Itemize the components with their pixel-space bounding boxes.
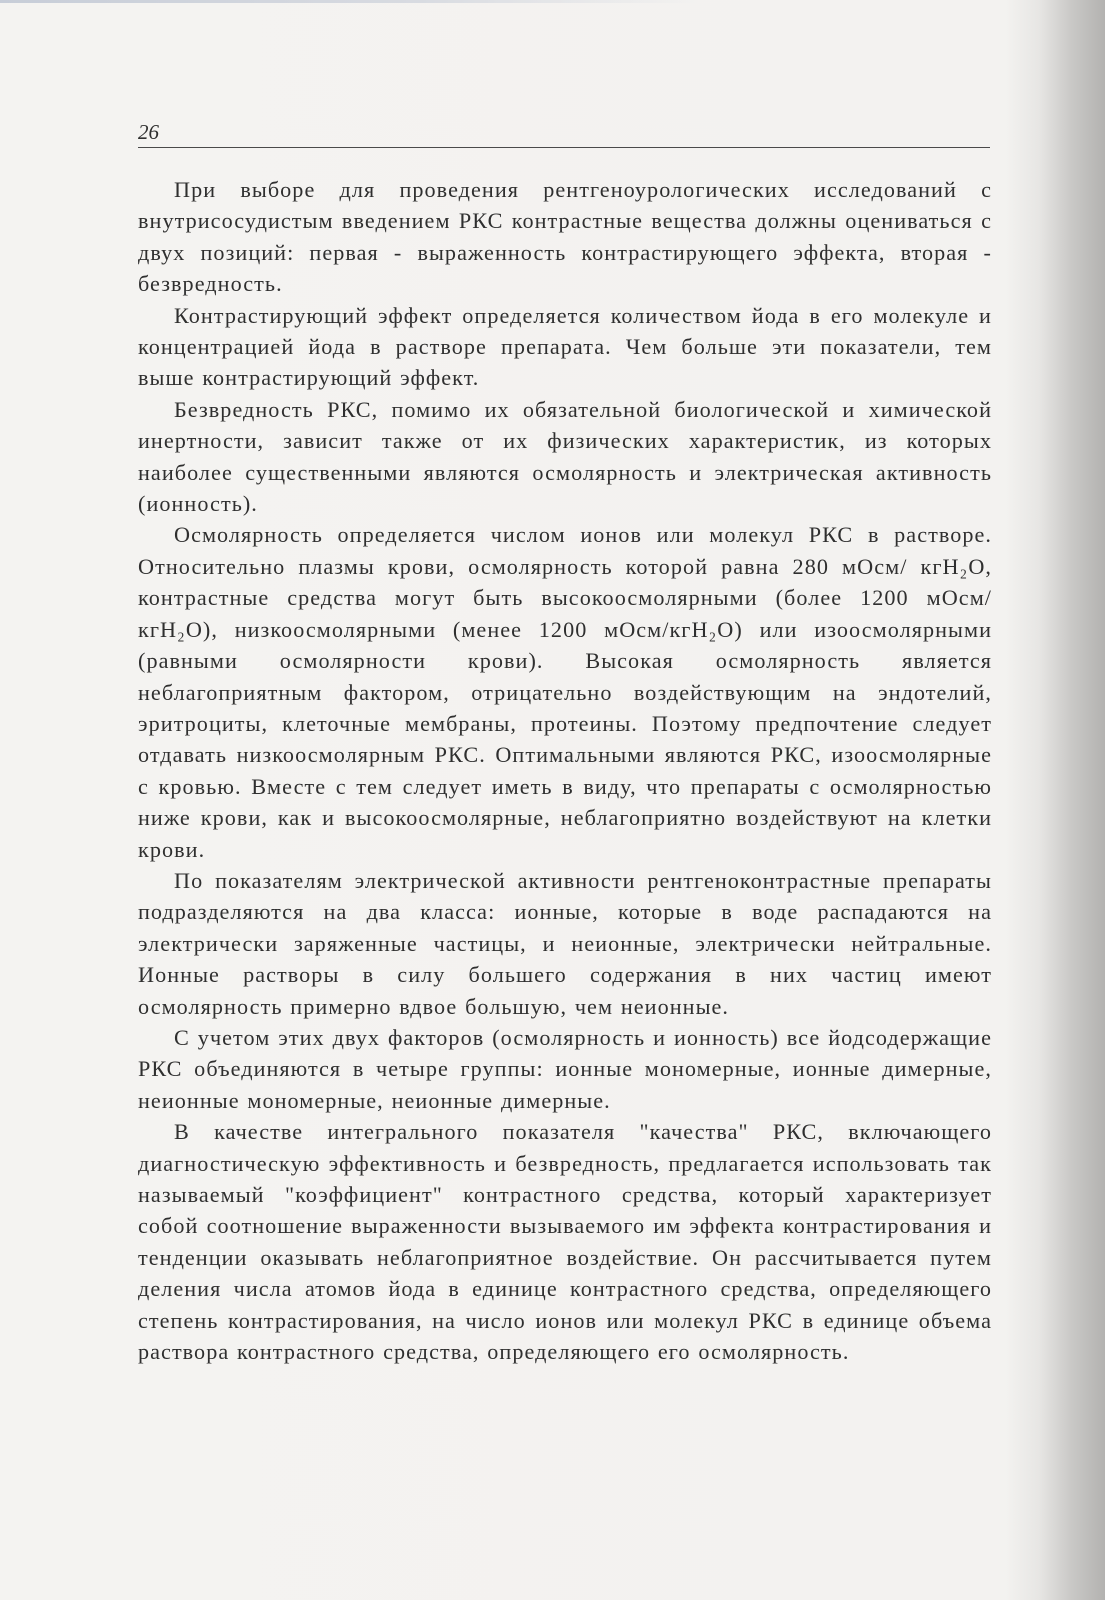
paragraph-2: Контрастирующий эффект определяется количеством йода в его молекуле и концентрацией йода в растворе препарата. Чем больше эти показатели, тем выше контрастирующий эффект. [138,302,992,391]
page-number: 26 [138,120,159,144]
paragraph-7: В качестве интегрального показателя "качества" РКС, включающего диагностическую эффективность и безвредность, предлагается использовать так называемый "коэффициент" контрастного средства, который характеризует собой соотношение выраженности вызываемого им эффекта контрастирования и тенденции оказывать неблагоприятное воздействие. Он рассчитывается путем деления числа атомов йода в единице контрастного средства, определяющего степень контрастирования, на число ионов или молекул РКС в единице объема раствора контрастного средства, определяющего его осмолярность. [138,1119,992,1365]
page-header [138,118,990,148]
paragraph-3: Безвредность РКС, помимо их обязательной биологической и химической инертности, зависит также от их физических характеристик, из которых наиболее существенными являются осмолярность и электрическая активность (ионность). [138,396,992,517]
paragraph-1: При выборе для проведения рентгеноурологических исследований с внутрисосудистым введением РКС контрастные вещества должны оцениваться с двух позиций: первая - выраженность контрастирующего эффекта, вторая - безвредность. [138,177,992,297]
paragraph-4: Осмолярность определяется числом ионов или молекул РКС в растворе. Относительно плазмы крови, осмолярность которой равна 280 мОсм/ кгН₂О, контрастные средства могут быть высокоосмолярными (более 1200 мОсм/кгН₂О), низкоосмолярными (менее 1200 мОсм/кгН₂О) или изоосмолярными (равными осмолярности крови). Высокая осмолярность является неблагоприятным фактором, отрицательно воздействующим на эндотелий, эритроциты, клеточные мембраны, протеины. Поэтому предпочтение следует отдавать низкоосмолярным РКС. Оптимальными являются РКС, изоосмолярные с кровью. Вместе с тем следует иметь в виду, что препараты с осмолярностью ниже крови, как и высокоосмолярные, неблагоприятно воздействуют на клетки крови. [138,522,992,862]
body-text [138,174,992,1367]
paragraph-6: С учетом этих двух факторов (осмолярность и ионность) все йодсодержащие РКС объединяются в четыре группы: ионные мономерные, ионные димерные, неионные мономерные, неионные димерные. [138,1024,992,1113]
scan-edge [0,0,700,3]
paragraph-5: По показателям электрической активности рентгеноконтрастные препараты подразделяются на два класса: ионные, которые в воде распадаются на электрически заряженные частицы, и неионные, электрически нейтральные. Ионные растворы в силу большего содержания в них частиц имеют осмолярность примерно вдвое большую, чем неионные. [138,867,992,1019]
